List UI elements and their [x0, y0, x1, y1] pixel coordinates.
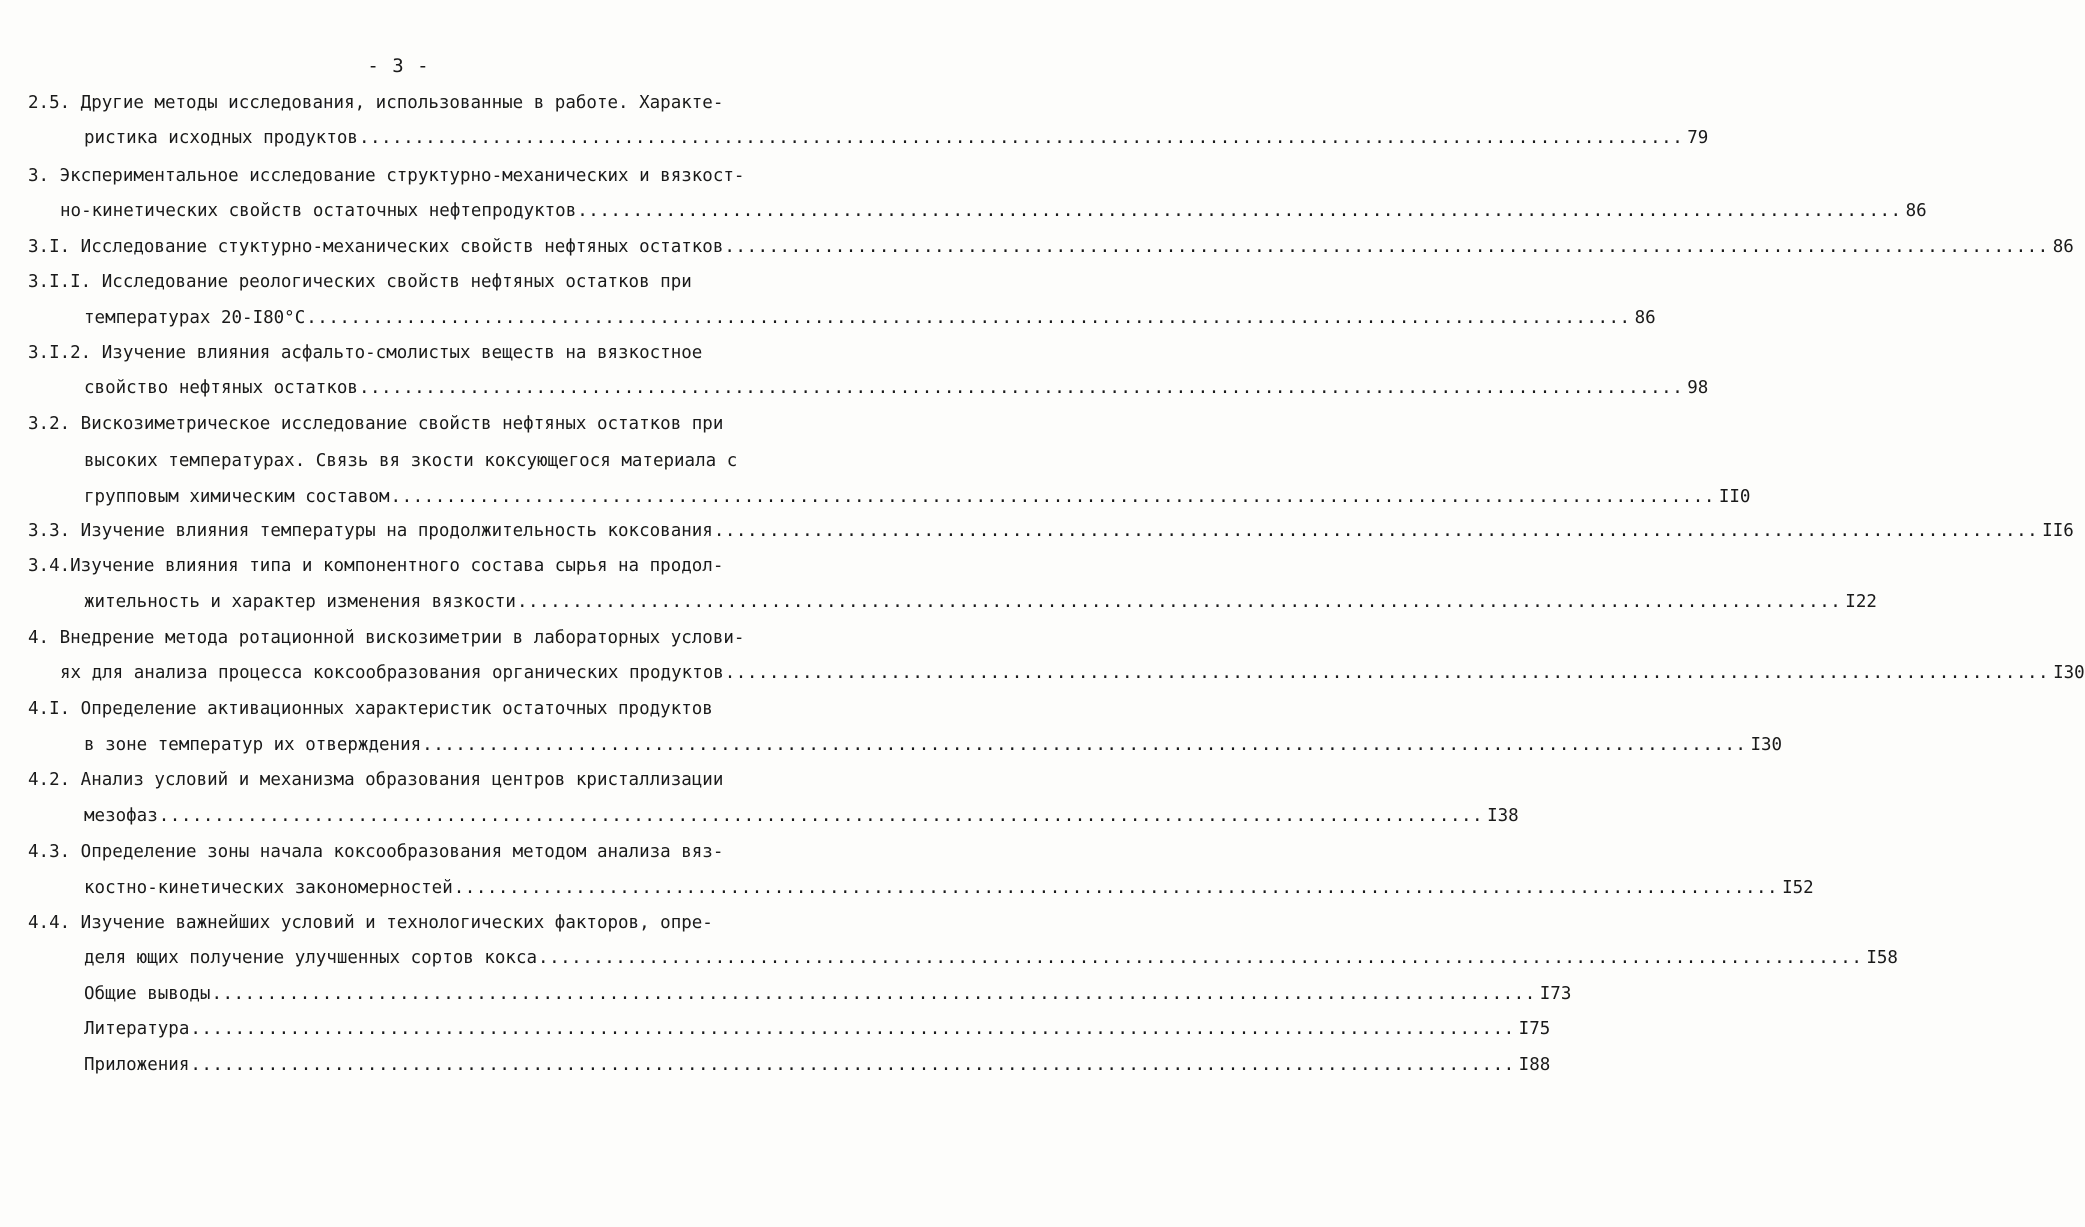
dot-leader: ........................................................................................................................ — [358, 128, 1684, 148]
toc-page-number: 86 — [2052, 237, 2074, 257]
toc-entry-title: Литература — [84, 1019, 190, 1039]
toc-entry-line: 3. Экспериментальное исследование структурно-механических и вязкост- — [28, 166, 745, 186]
dot-leader: ........................................................................................................................ — [538, 948, 1863, 968]
toc-entry-leader-line — [60, 200, 1927, 222]
toc-page-number: 86 — [1634, 308, 1656, 328]
toc-page-number: I75 — [1518, 1019, 1551, 1039]
toc-entry-leader-line — [84, 1054, 1551, 1076]
dot-leader: ........................................................................................................................ — [453, 878, 1779, 898]
toc-entry-leader-line — [84, 307, 1656, 329]
toc-entry-title: 3.3. Изучение влияния температуры на продолжительность коксования — [28, 521, 713, 541]
dot-leader: ........................................................................................................................ — [158, 806, 1484, 826]
toc-entry-leader-line — [84, 947, 1898, 969]
toc-entry-leader-line — [84, 983, 1572, 1005]
dot-leader: ........................................................................................................................ — [422, 735, 1747, 755]
toc-entry-line: 3.2. Вискозиметрическое исследование свойств нефтяных остатков при — [28, 414, 724, 434]
toc-page-number: I30 — [2053, 663, 2085, 683]
toc-page-number: 98 — [1687, 378, 1709, 398]
toc-entry-line: 4.2. Анализ условий и механизма образования центров кристаллизации — [28, 770, 724, 790]
toc-entry-line: высоких температурах. Связь вя зкости коксующегося материала с — [84, 451, 738, 471]
dot-leader: ........................................................................................................................ — [516, 592, 1842, 612]
dot-leader: ........................................................................................................................ — [390, 487, 1715, 507]
toc-entry-line: 4.I. Определение активационных характеристик остаточных продуктов — [28, 699, 713, 719]
toc-entry-title: ристика исходных продуктов — [84, 128, 358, 148]
toc-page-number: I58 — [1866, 948, 1898, 968]
toc-page-number: II6 — [2042, 521, 2074, 541]
toc-entry-title: Приложения — [84, 1055, 190, 1075]
dot-leader: ........................................................................................................................ — [211, 984, 1536, 1004]
toc-entry-leader-line — [84, 591, 1877, 613]
toc-entry-leader-line — [84, 734, 1783, 756]
toc-page-number: I38 — [1487, 806, 1519, 826]
toc-entry-leader-line — [84, 877, 1814, 899]
toc-entry-title: в зоне температур их отверждения — [84, 735, 422, 755]
toc-entry-line: 4.4. Изучение важнейших условий и технологических факторов, опре- — [28, 913, 713, 933]
toc-entry-title: мезофаз — [84, 806, 158, 826]
dot-leader: ........................................................................................................................ — [358, 378, 1684, 398]
toc-entry-leader-line — [84, 486, 1751, 508]
toc-entry-leader-line — [84, 127, 1709, 149]
toc-entry-leader-line — [84, 377, 1709, 399]
toc-entry-title: ях для анализа процесса коксообразования органических продуктов — [60, 663, 724, 683]
toc-page-number: I73 — [1539, 984, 1572, 1004]
dot-leader: ........................................................................................................................ — [577, 201, 1902, 221]
toc-page-number: I52 — [1782, 878, 1814, 898]
toc-entry-line: 4. Внедрение метода ротационной вискозиметрии в лабораторных услови- — [28, 628, 745, 648]
toc-page-number: 79 — [1687, 128, 1709, 148]
toc-entry-leader-line — [84, 1018, 1551, 1040]
dot-leader: ........................................................................................................................ — [724, 237, 2049, 257]
toc-page-number: 86 — [1905, 201, 1927, 221]
toc-entry-title: групповым химическим составом — [84, 487, 390, 507]
toc-entry-leader-line — [60, 662, 2085, 684]
toc-entry-line: 3.I.I. Исследование реологических свойств нефтяных остатков при — [28, 272, 692, 292]
toc-entry-title: деля ющих получение улучшенных сортов кокса — [84, 948, 538, 968]
dot-leader: ........................................................................................................................ — [190, 1055, 1515, 1075]
toc-entry-leader-line — [84, 805, 1519, 827]
toc-entry-title: жительность и характер изменения вязкости — [84, 592, 516, 612]
toc-page-number: I30 — [1750, 735, 1783, 755]
toc-entry-line: 2.5. Другие методы исследования, использованные в работе. Характе- — [28, 93, 724, 113]
toc-entry-title: температурах 20-I80°C — [84, 308, 306, 328]
toc-entry-title: 3.I. Исследование стуктурно-механических свойств нефтяных остатков — [28, 237, 724, 257]
page-number: - 3 - — [367, 55, 430, 77]
toc-entry-title: но-кинетических свойств остаточных нефтепродуктов — [60, 201, 577, 221]
toc-page-number: II0 — [1718, 487, 1751, 507]
dot-leader: ........................................................................................................................ — [724, 663, 2050, 683]
toc-entry-leader-line — [28, 520, 2074, 542]
toc-page-number: I22 — [1845, 592, 1877, 612]
toc-entry-title: свойство нефтяных остатков — [84, 378, 358, 398]
toc-entry-title: костно-кинетических закономерностей — [84, 878, 453, 898]
dot-leader: ........................................................................................................................ — [713, 521, 2039, 541]
toc-entry-leader-line — [28, 236, 2074, 258]
dot-leader: ........................................................................................................................ — [306, 308, 1631, 328]
toc-page-number: I88 — [1518, 1055, 1551, 1075]
toc-entry-line: 4.3. Определение зоны начала коксообразования методом анализа вяз- — [28, 842, 724, 862]
toc-entry-title: Общие выводы — [84, 984, 211, 1004]
dot-leader: ........................................................................................................................ — [190, 1019, 1515, 1039]
toc-entry-line: 3.4.Изучение влияния типа и компонентного состава сырья на продол- — [28, 556, 724, 576]
toc-entry-line: 3.I.2. Изучение влияния асфальто-смолистых веществ на вязкостное — [28, 343, 703, 363]
